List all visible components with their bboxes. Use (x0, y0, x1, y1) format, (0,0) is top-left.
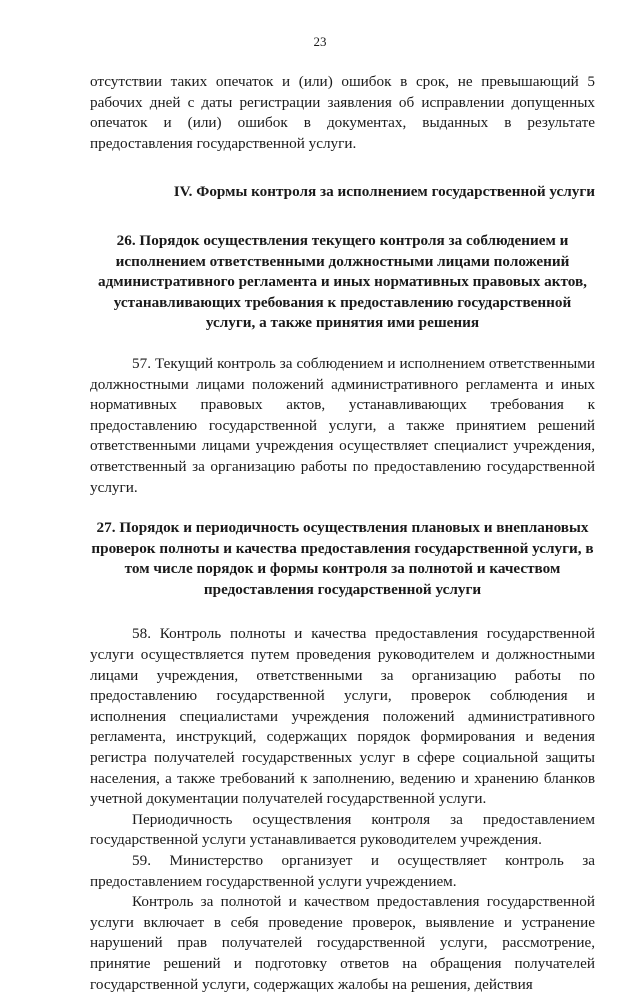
paragraph-57: 57. Текущий контроль за соблюдением и исполнением ответственными должностными лицами положений административного регламента и иных нормативных правовых актов, устанавливающих требования к предоставлению государственной услуги, а также принятием решений ответственными лицами учреждения осуществляет специалист учреждения, ответственный за организацию работы по предоставлению государственной услуги. (90, 354, 595, 496)
intro-paragraph: отсутствии таких опечаток и (или) ошибок в срок, не превышающий 5 рабочих дней с даты регистрации заявления об исправлении допущенных опечаток и (или) ошибок в документах, выданных в результате предоставления государственной услуги. (90, 73, 595, 152)
section-27-title: 27. Порядок и периодичность осуществления плановых и внеплановых проверок полноты и качества предоставления государственной услуги, в том числе порядок и формы контроля за полнотой и качеством предоставления государственной услуги (91, 519, 594, 598)
paragraph-control: Контроль за полнотой и качеством предоставления государственной услуги включает в себя проведение проверок, выявление и устранение нарушений прав получателей государственной услуги, рассмотрение, принятие решений и подготовку ответов на обращения получателей государственной услуги, содержащих жалобы на решения, действия (90, 893, 595, 993)
paragraph-59: 59. Министерство организует и осуществляет контроль за предоставлением государственной услуги учреждением. (90, 852, 595, 890)
section-26-title: 26. Порядок осуществления текущего контроля за соблюдением и исполнением ответственными должностными лицами положений административного регламента и иных нормативных правовых актов, устанавливающих требования к предоставлению государственной услуги, а также принятия ими решения (98, 231, 587, 332)
chapter-title: IV. Формы контроля за исполнением государственной услуги (173, 183, 595, 201)
page-number: 23 (313, 34, 327, 49)
paragraph-58: 58. Контроль полноты и качества предоставления государственной услуги осуществляется путем проведения руководителем и должностными лицами учреждения, ответственными за организацию работы по предоставлению государственной услуги, проверок соблюдения и исполнения специалистами учреждения положений административного регламента, инструкций, содержащих порядок формирования и ведения регистра получателей государственных услуг в сфере социальной защиты населения, а также требований к заполнению, ведению и хранению бланков учетной документации получателей государственной услуги. (90, 625, 595, 808)
paragraph-periodicity: Периодичность осуществления контроля за предоставлением государственной услуги устанавливается руководителем учреждения. (90, 810, 595, 849)
document-body (90, 72, 595, 995)
